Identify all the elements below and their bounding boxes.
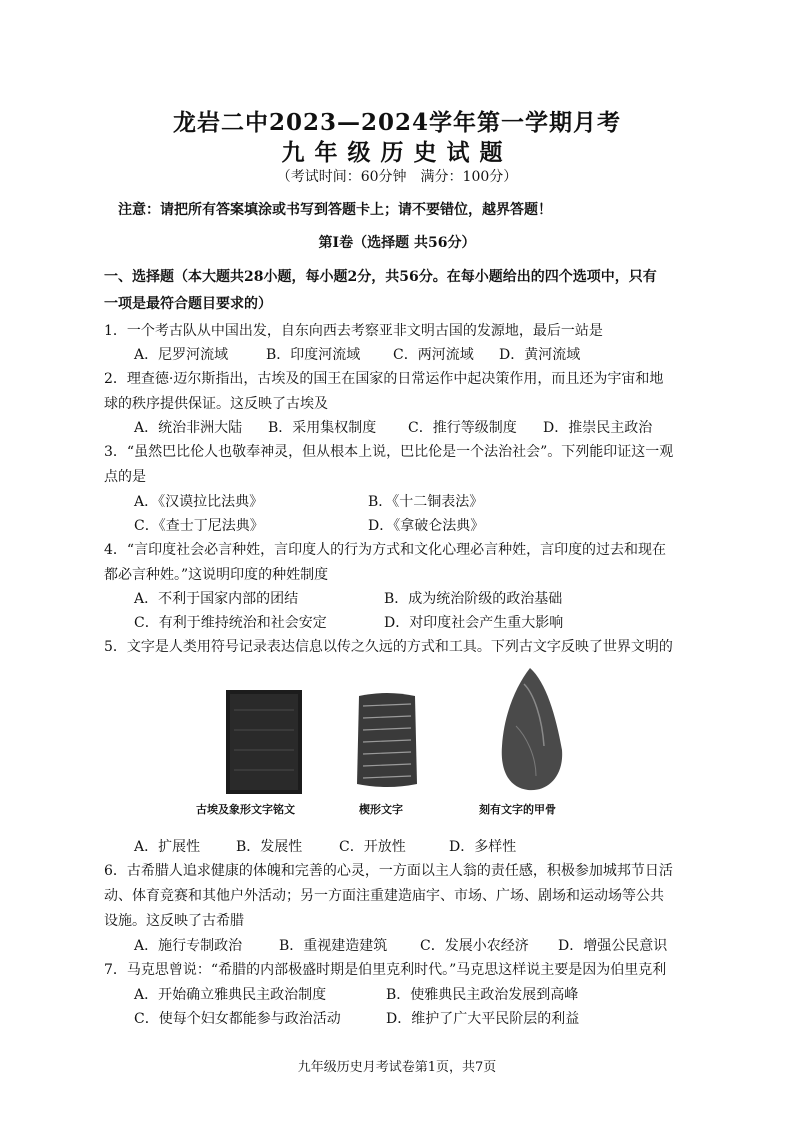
q4-option-c: C．有利于维持统治和社会安定 — [134, 615, 327, 631]
question-3-stem: 3．“虽然巴比伦人也敬奉神灵，但从根本上说，巴比伦是一个法治社会”。下列能印证这一观 — [104, 444, 674, 460]
q7-option-d: D．维护了广大平民阶层的利益 — [386, 1011, 580, 1027]
q3-option-a: A．《汉谟拉比法典》 — [134, 494, 264, 510]
q2-option-d: D．推崇民主政治 — [543, 420, 653, 436]
instructions-line-2: 一项是最符合题目要求的） — [104, 296, 272, 312]
q6-option-b: B．重视建造建筑 — [279, 938, 388, 954]
q1-option-c: C．两河流域 — [393, 347, 474, 363]
q1-option-b: B．印度河流域 — [266, 347, 361, 363]
q6-option-a: A．施行专制政治 — [134, 938, 243, 954]
question-1-stem: 1．一个考古队从中国出发，自东向西去考察亚非文明古国的发源地，最后一站是 — [104, 323, 603, 339]
q7-option-a: A．开始确立雅典民主政治制度 — [134, 987, 327, 1003]
question-5-stem: 5．文字是人类用符号记录表达信息以传之久远的方式和工具。下列古文字反映了世界文明的 — [104, 639, 673, 655]
exam-subtitle: 九年级历史试题 — [281, 139, 513, 166]
q6-option-d: D．增强公民意识 — [558, 938, 668, 954]
q2-option-a: A．统治非洲大陆 — [134, 420, 243, 436]
question-6-stem-cont-2: 设施。这反映了古希腊 — [104, 913, 244, 929]
q5-option-a: A．扩展性 — [134, 839, 201, 855]
q5-option-b: B．发展性 — [236, 839, 303, 855]
q5-option-c: C．开放性 — [339, 839, 406, 855]
caption-egyptian-hieroglyphs: 古埃及象形文字铭文 — [196, 803, 295, 816]
q3-option-d: D．《拿破仑法典》 — [368, 518, 485, 534]
question-4-stem: 4．“言印度社会必言种姓，言印度人的行为方式和文化心理必言种姓，言印度的过去和现在 — [104, 542, 667, 558]
q4-option-a: A．不利于国家内部的团结 — [134, 591, 299, 607]
page-footer: 九年级历史月考试卷第1页，共7页 — [297, 1060, 497, 1075]
exam-notice: 注意：请把所有答案填涂或书写到答题卡上；请不要错位，越界答题！ — [118, 202, 552, 218]
q2-option-c: C．推行等级制度 — [408, 420, 517, 436]
q4-option-b: B．成为统治阶级的政治基础 — [384, 591, 563, 607]
q3-option-c: C．《查士丁尼法典》 — [134, 518, 264, 534]
question-6-stem: 6．古希腊人追求健康的体魄和完善的心灵，一方面以主人翁的责任感，积极参加城邦节日活 — [104, 863, 673, 879]
oracle-bone-image — [496, 666, 566, 794]
exam-info: （考试时间：60分钟 满分：100分） — [276, 169, 518, 185]
question-6-stem-cont-1: 动、体育竞赛和其他户外活动；另一方面注重建造庙宇、市场、广场、剧场和运动场等公共 — [104, 888, 664, 904]
question-3-stem-cont: 点的是 — [104, 469, 146, 485]
q7-option-c: C．使每个妇女都能参与政治活动 — [134, 1011, 341, 1027]
exam-title: 龙岩二中2023—2024学年第一学期月考 — [172, 109, 622, 136]
question-4-stem-cont: 都必言种姓。”这说明印度的种姓制度 — [104, 567, 329, 583]
q4-option-d: D．对印度社会产生重大影响 — [384, 615, 564, 631]
caption-oracle-bone: 刻有文字的甲骨 — [479, 803, 556, 816]
q6-option-c: C．发展小农经济 — [420, 938, 529, 954]
q2-option-b: B．采用集权制度 — [268, 420, 377, 436]
q7-option-b: B．使雅典民主政治发展到高峰 — [386, 987, 579, 1003]
q5-option-d: D．多样性 — [449, 839, 517, 855]
q1-option-a: A．尼罗河流域 — [134, 347, 229, 363]
q1-option-d: D．黄河流域 — [499, 347, 581, 363]
caption-cuneiform: 楔形文字 — [359, 803, 403, 816]
question-2-stem-cont: 球的秩序提供保证。这反映了古埃及 — [104, 396, 328, 412]
instructions-line-1: 一、选择题（本大题共28小题，每小题2分，共56分。在每小题给出的四个选项中，只有 — [104, 269, 657, 285]
q3-option-b: B．《十二铜表法》 — [368, 494, 484, 510]
question-2-stem: 2．理查德·迈尔斯指出，古埃及的国王在国家的日常运作中起决策作用，而且还为宇宙和地 — [104, 371, 664, 387]
question-7-stem: 7．马克思曾说：“希腊的内部极盛时期是伯里克利时代。”马克思这样说主要是因为伯里克利 — [104, 962, 667, 978]
cuneiform-tablet-image — [353, 690, 421, 790]
section-heading: 第Ⅰ卷（选择题 共56分） — [318, 235, 476, 251]
egyptian-hieroglyph-inscription-image — [226, 690, 302, 794]
